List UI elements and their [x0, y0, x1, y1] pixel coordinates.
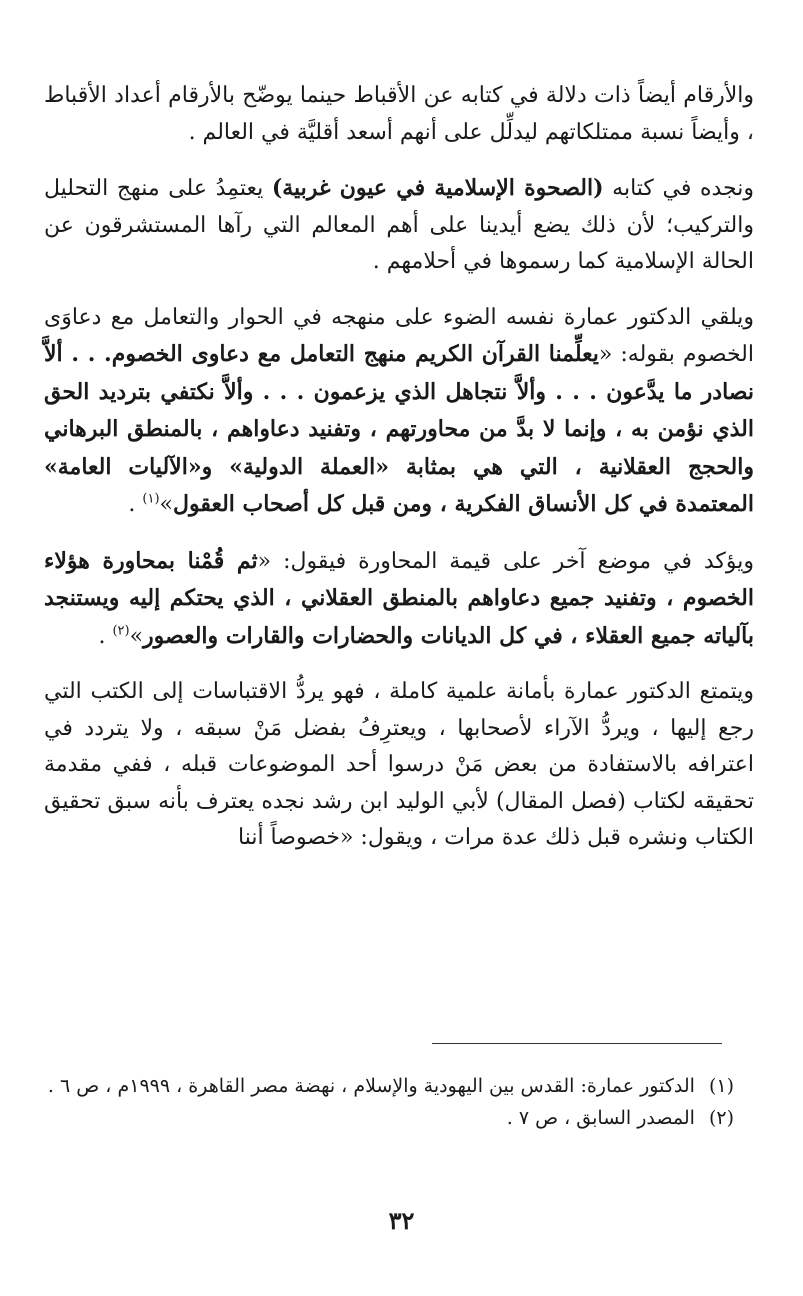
paragraph-4-text-before: ويؤكد في موضع آخر على قيمة المحاورة فيقول: « [257, 548, 754, 574]
quote-bold-1: يعلِّمنا القرآن الكريم منهج التعامل مع دعاوى الخصوم. . . ألاَّ نصادر ما يدَّعون . . . وألاَّ نتجاهل الذي يزعمون . . . وألاَّ نكتفي بترديد الحق الذي نؤمن به ، وإنما لا بدَّ من محاورتهم ، وتفنيد دعاواهم ، بالمنطق البرهاني والحجج العقلانية ، التي هي بمثابة «العملة الدولية» و«الآليات العامة» المعتمدة في كل الأنساق الفكرية ، ومن قبل كل أصحاب العقول [44, 341, 754, 517]
quote-bold-2: ثم قُمْنا بمحاورة هؤلاء الخصوم ، وتفنيد جميع دعاواهم بالمنطق العقلاني ، الذي يحتكم إليه ويستنجد بآلياته جميع العقلاء ، في كل الديانات والحضارات والقارات والعصور [44, 547, 754, 649]
page-number: ٣٢ [388, 1206, 415, 1235]
paragraph-2-text-before: ونجده في كتابه [603, 176, 754, 201]
paragraph-1: والأرقام أيضاً ذات دلالة في كتابه عن الأقباط حينما يوضّح بالأرقام أعداد الأقباط ، وأيضاً نسبة ممتلكاتهم ليدلِّل على أنهم أسعد أقليَّة في العالم . [44, 83, 754, 145]
footnote-separator [432, 1043, 722, 1044]
quote-close-2: » [129, 623, 144, 649]
footnotes [44, 1070, 734, 1134]
footnote-text: الدكتور عمارة: القدس بين اليهودية والإسلام ، نهضة مصر القاهرة ، ١٩٩٩م ، ص ٦ . [47, 1075, 695, 1097]
footnote-text: المصدر السابق ، ص ٧ . [506, 1107, 695, 1129]
paragraph-3 [44, 300, 754, 524]
paragraph-3-end: . [128, 492, 143, 517]
paragraph-4-end: . [98, 623, 113, 649]
paragraph-2 [44, 170, 754, 281]
footnote-ref-2[interactable]: (٢) [112, 623, 130, 639]
book-title-bold: (الصحوة الإسلامية في عيون غربية) [271, 175, 604, 201]
paragraph-5: ويتمتع الدكتور عمارة بأمانة علمية كاملة ، فهو يردُّ الاقتباسات إلى الكتب التي رجع إليها ، ويردُّ الآراء لأصحابها ، ويعترِفُ بفضل مَنْ سبقه ، ولا يتردد في اعترافه بالاستفادة من بعض مَنْ درسوا أحد الموضوعات قبله ، ففي مقدمة تحقيقه لكتاب (فصل المقال) لأبي الوليد ابن رشد نجده يعترف بأنه سبق تحقيق الكتاب ونشره قبل ذلك عدة مرات ، ويقول: «خصوصاً أننا [44, 679, 754, 850]
paragraph-4 [44, 543, 754, 656]
paragraph-2-text-after: يعتمِدُ على منهج التحليل والتركيب؛ لأن ذلك يضع أيدينا على أهم المعالم التي رآها المستشرقون عن الحالة الإسلامية كما رسموها في أحلامهم . [44, 176, 754, 274]
paragraph-3-text-before: ويلقي الدكتور عمارة نفسه الضوء على منهجه في الحوار والتعامل مع دعاوَى الخصوم بقوله: « [44, 304, 754, 367]
page-body [44, 78, 754, 876]
footnote-2 [44, 1102, 734, 1134]
footnote-number: (٢) [708, 1107, 734, 1129]
footnote-number: (١) [708, 1075, 734, 1097]
quote-close-1: » [159, 492, 173, 517]
footnote-1 [44, 1070, 734, 1102]
footnote-ref-1[interactable]: (١) [142, 491, 160, 507]
